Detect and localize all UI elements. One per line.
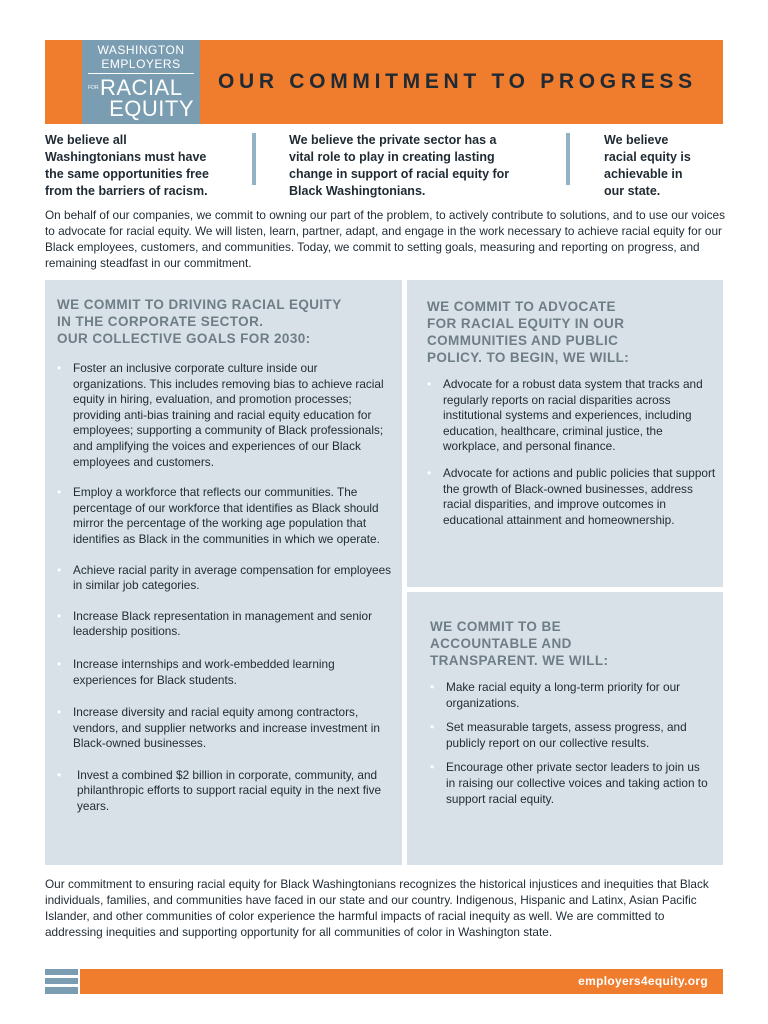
- list-item: • Increase Black representation in management and senior leadership positions.: [73, 609, 393, 640]
- heading-line: IN THE CORPORATE SECTOR.: [57, 314, 264, 329]
- list-item: • Advocate for actions and public policies that support the growth of Black-owned businesses, address racial disparities, and improve outcomes in educational attainment and homeownership.: [443, 466, 718, 528]
- belief-statement-2: [289, 132, 549, 200]
- list-item: • Invest a combined $2 billion in corporate, community, and philanthropic efforts to support racial equity in the next five years.: [73, 768, 393, 815]
- corporate-goals-list: [73, 361, 393, 815]
- belief-line: our state.: [604, 184, 661, 198]
- list-item: • Achieve racial parity in average compensation for employees in similar job categories.: [73, 563, 393, 594]
- footer-bar: [80, 969, 723, 994]
- list-item: • Encourage other private sector leaders to join us in raising our collective voices and taking action to support racial equity.: [446, 760, 711, 807]
- header-banner: [45, 40, 723, 124]
- heading-line: COMMUNITIES AND PUBLIC: [427, 333, 619, 348]
- footer-stripe-mark: [45, 969, 78, 994]
- heading-line: WE COMMIT TO DRIVING RACIAL EQUITY: [57, 297, 342, 312]
- corporate-commitment-heading: [57, 296, 397, 347]
- belief-line: Washingtonians must have: [45, 150, 207, 164]
- logo-for-text: FOR: [88, 84, 99, 91]
- belief-divider: [252, 133, 256, 185]
- heading-line: TRANSPARENT. WE WILL:: [430, 653, 609, 668]
- belief-line: Black Washingtonians.: [289, 184, 426, 198]
- accountability-commitment-heading: [430, 618, 715, 669]
- accountability-actions-list: [446, 680, 711, 807]
- list-item: • Set measurable targets, assess progress, and publicly report on our collective results.: [446, 720, 711, 751]
- logo-racial-text: RACIAL: [100, 75, 183, 100]
- heading-line: FOR RACIAL EQUITY IN OUR: [427, 316, 625, 331]
- list-item: • Increase internships and work-embedded learning experiences for Black students.: [73, 657, 393, 688]
- list-item: • Employ a workforce that reflects our communities. The percentage of our workforce that identifies as Black should mirror the percentage of the working age population that identifies as Black in the communities in which we operate.: [73, 485, 393, 547]
- heading-line: WE COMMIT TO ADVOCATE: [427, 299, 616, 314]
- advocate-commitment-heading: [427, 298, 717, 366]
- closing-paragraph: Our commitment to ensuring racial equity for Black Washingtonians recognizes the historical injustices and inequities that Black individuals, families, and communities have faced in our state and our country. Indigenous, Hispanic and Latinx, Asian Pacific Islander, and other communities of color experience the harmful impacts of racial inequity as well. We are committed to addressing inequities and supporting opportunity for all communities of color in Washington state.: [45, 877, 709, 939]
- logo-line-washington: WASHINGTON: [97, 43, 185, 57]
- accountability-commitment-panel: [407, 592, 723, 865]
- footer-website-link[interactable]: employers4equity.org: [578, 974, 708, 988]
- logo-line-employers: EMPLOYERS: [88, 58, 194, 74]
- belief-line: vital role to play in creating lasting: [289, 150, 495, 164]
- footer-stripe: [45, 969, 78, 975]
- belief-statements: [45, 132, 725, 202]
- belief-line: change in support of racial equity for: [289, 167, 510, 181]
- list-item: • Make racial equity a long-term priority for our organizations.: [446, 680, 711, 711]
- belief-line: We believe all: [45, 133, 127, 147]
- belief-statement-1: [45, 132, 245, 200]
- belief-line: We believe: [604, 133, 669, 147]
- list-item: • Increase diversity and racial equity among contractors, vendors, and supplier networks and increase investment in Black-owned businesses.: [73, 705, 393, 752]
- advocate-commitment-panel: [407, 280, 723, 587]
- advocate-actions-list: [443, 377, 718, 528]
- heading-line: OUR COLLECTIVE GOALS FOR 2030:: [57, 331, 311, 346]
- belief-line: the same opportunities free: [45, 167, 209, 181]
- heading-line: ACCOUNTABLE AND: [430, 636, 572, 651]
- heading-line: WE COMMIT TO BE: [430, 619, 561, 634]
- belief-line: from the barriers of racism.: [45, 184, 208, 198]
- list-item: • Advocate for a robust data system that tracks and regularly reports on racial disparities across institutional systems and experiences, including education, healthcare, criminal justice, the workplace, and personal finance.: [443, 377, 718, 455]
- footer-stripe: [45, 978, 78, 984]
- list-item: • Foster an inclusive corporate culture inside our organizations. This includes removing bias to achieve racial equity in hiring, evaluation, and promotion processes; providing anti-bias training and racial equity education for employees; supporting a community of Black professionals; and amplifying the voices and experiences of our Black employees and customers.: [73, 361, 393, 470]
- logo-equity-text: EQUITY: [109, 96, 194, 121]
- belief-line: We believe the private sector has a: [289, 133, 497, 147]
- organization-logo: [82, 40, 200, 124]
- heading-line: POLICY. TO BEGIN, WE WILL:: [427, 350, 630, 365]
- belief-divider: [566, 133, 570, 185]
- belief-line: racial equity is: [604, 150, 691, 164]
- footer-stripe: [45, 987, 78, 994]
- page-title: OUR COMMITMENT TO PROGRESS: [218, 70, 697, 93]
- belief-line: achievable in: [604, 167, 683, 181]
- belief-statement-3: [604, 132, 724, 200]
- intro-paragraph: On behalf of our companies, we commit to owning our part of the problem, to actively contribute to solutions, and to use our voices to advocate for racial equity. We will listen, learn, partner, adapt, and engage in the work necessary to achieve racial equity for our Black employees, customers, and communities. Today, we commit to setting goals, measuring and reporting on progress, and remaining steadfast in our commitment.: [45, 208, 725, 270]
- corporate-commitment-panel: [45, 280, 402, 865]
